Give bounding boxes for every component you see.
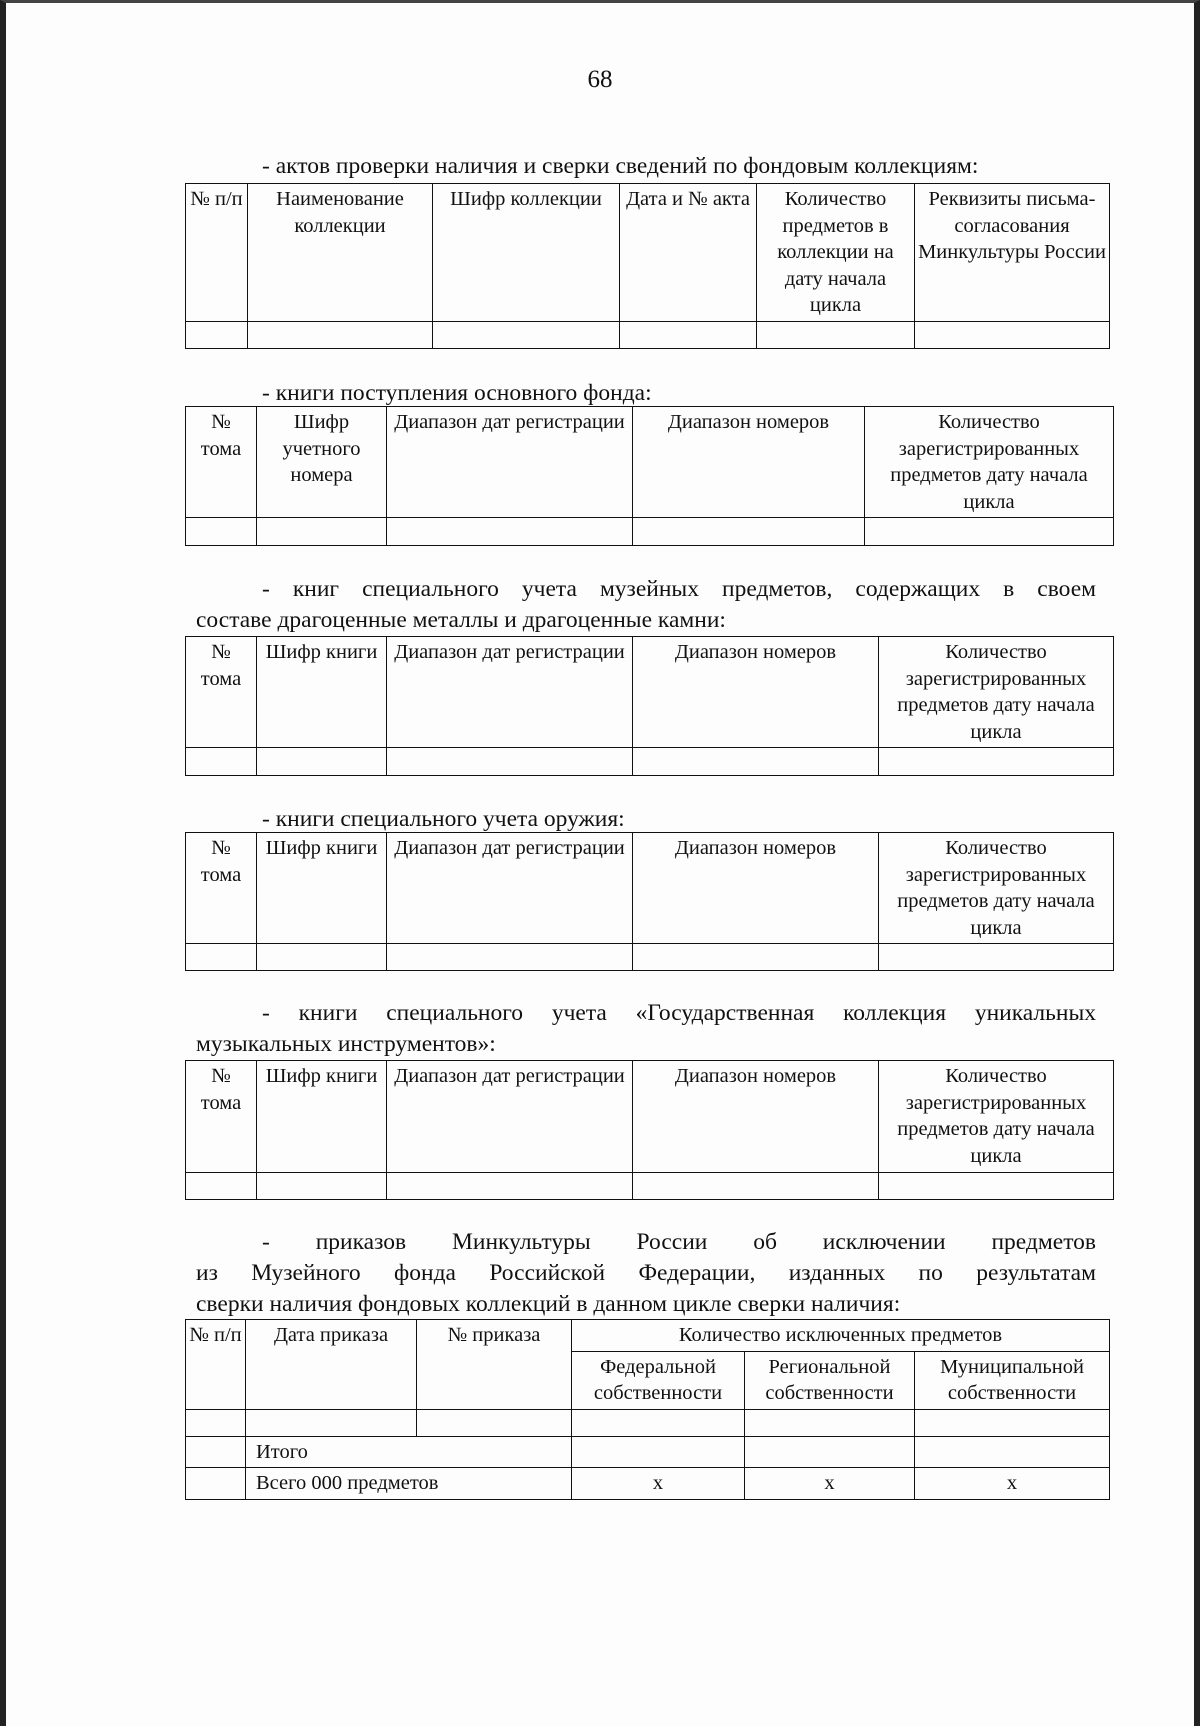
header-cell: Количество зарегистрированных предметов дату начала цикла (879, 833, 1114, 944)
header-cell: Количество зарегистрированных предметов дату начала цикла (865, 407, 1114, 518)
header-cell: Диапазон номеров (633, 407, 865, 518)
section6-line3: сверки наличия фондовых коллекций в данном цикле сверки наличия: (196, 1291, 901, 1317)
header-cell: № приказа (417, 1320, 572, 1410)
itogo-label: Итого (246, 1436, 572, 1468)
header-cell: № тома (186, 637, 257, 748)
table-row (186, 1173, 1114, 1200)
header-cell-group: Количество исключенных предметов (572, 1320, 1110, 1352)
section4-heading: - книги специального учета оружия: (262, 806, 625, 832)
x-mark-regional: х (745, 1468, 915, 1500)
header-cell: Наименование коллекции (248, 184, 433, 322)
subheader-cell: Муниципальной собственности (915, 1351, 1110, 1409)
header-cell: Диапазон номеров (633, 833, 879, 944)
section5-line1: - книги специального учета «Государственная коллекция уникальных (262, 1000, 1096, 1026)
header-cell: Шифр коллекции (433, 184, 620, 322)
header-cell: № тома (186, 1061, 257, 1173)
x-mark-municipal: х (915, 1468, 1110, 1500)
header-cell: Шифр книги (257, 637, 387, 748)
header-cell: Реквизиты письма-согласования Минкультуры России (915, 184, 1110, 322)
header-cell: № п/п (186, 1320, 246, 1410)
section6-line2: из Музейного фонда Российской Федерации, изданных по результатам (196, 1260, 1096, 1286)
section1-heading: - актов проверки наличия и сверки сведений по фондовым коллекциям: (262, 153, 979, 179)
header-cell: Диапазон дат регистрации (387, 407, 633, 518)
header-cell: Дата и № акта (620, 184, 757, 322)
main-fund-book-table (185, 406, 1114, 546)
subheader-cell: Федеральной собственности (572, 1351, 745, 1409)
header-cell: № тома (186, 407, 257, 518)
vsego-row (186, 1468, 1110, 1500)
header-cell: Диапазон дат регистрации (387, 833, 633, 944)
header-cell: Шифр книги (257, 1061, 387, 1173)
section3-line2: составе драгоценные металлы и драгоценные камни: (196, 607, 726, 633)
table-row (186, 321, 1110, 348)
section6-paragraph (196, 1227, 1096, 1320)
musical-instruments-book-table (185, 1060, 1114, 1200)
x-mark-federal: х (572, 1468, 745, 1500)
header-cell: Количество зарегистрированных предметов дату начала цикла (879, 637, 1114, 748)
precious-metals-book-table (185, 636, 1114, 776)
subheader-cell: Региональной собственности (745, 1351, 915, 1409)
header-cell: Диапазон номеров (633, 1061, 879, 1173)
header-cell: № п/п (186, 184, 248, 322)
section5-paragraph (196, 998, 1096, 1060)
table-row (186, 1409, 1110, 1436)
header-cell: Количество предметов в коллекции на дату начала цикла (757, 184, 915, 322)
header-cell: № тома (186, 833, 257, 944)
table-row (186, 944, 1114, 971)
page-number: 68 (587, 66, 613, 93)
header-cell: Дата приказа (246, 1320, 417, 1410)
section2-heading: - книги поступления основного фонда: (262, 380, 652, 406)
itogo-row (186, 1436, 1110, 1468)
header-cell: Количество зарегистрированных предметов дату начала цикла (879, 1061, 1114, 1173)
header-cell: Диапазон дат регистрации (387, 637, 633, 748)
vsego-label: Всего 000 предметов (246, 1468, 572, 1500)
header-cell: Шифр учетного номера (257, 407, 387, 518)
weapons-book-table (185, 832, 1114, 971)
header-cell: Диапазон номеров (633, 637, 879, 748)
header-cell: Диапазон дат регистрации (387, 1061, 633, 1173)
header-cell: Шифр книги (257, 833, 387, 944)
table-row (186, 518, 1114, 546)
section3-line1: - книг специального учета музейных предметов, содержащих в своем (262, 576, 1096, 602)
collections-check-table (185, 183, 1110, 349)
table-row (186, 748, 1114, 776)
section6-line1: - приказов Минкультуры России об исключении предметов (262, 1229, 1096, 1255)
exclusion-orders-table (185, 1319, 1110, 1500)
section3-paragraph (196, 574, 1096, 636)
section5-line2: музыкальных инструментов»: (196, 1031, 496, 1057)
